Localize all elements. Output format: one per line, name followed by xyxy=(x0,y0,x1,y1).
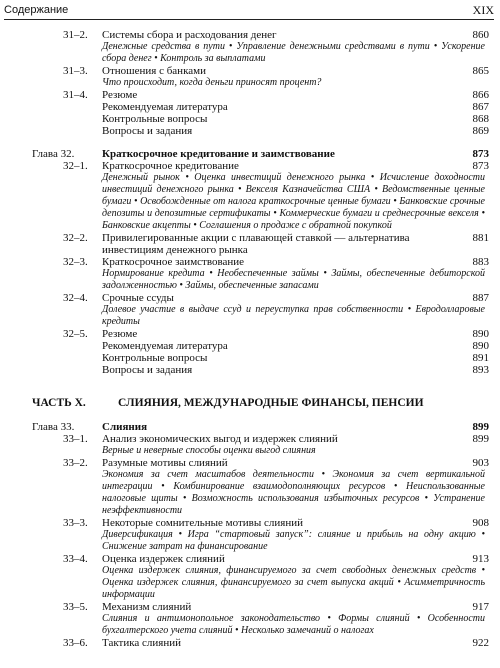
running-header xyxy=(4,3,494,20)
page-number: 899 xyxy=(472,421,489,433)
toc-entry xyxy=(0,601,500,613)
page-number: 890 xyxy=(472,340,489,352)
spacer xyxy=(0,376,500,394)
toc-entry xyxy=(0,340,500,352)
toc-entry xyxy=(0,352,500,364)
section-topics: Нормирование кредита • Необеспеченные займы • Займы, обеспеченные дебиторской задолженностью • Займы, обеспеченные запасами xyxy=(102,268,485,291)
toc-entry xyxy=(0,113,500,125)
section-number: 33–1. xyxy=(63,433,88,445)
toc-entry xyxy=(0,517,500,529)
header-section-title: Содержание xyxy=(4,4,69,16)
header-page-number: XIX xyxy=(472,3,494,17)
chapter-title: Слияния xyxy=(102,421,148,433)
spacer xyxy=(0,137,500,145)
section-number: 32–1. xyxy=(63,160,88,172)
toc-entry xyxy=(0,637,500,649)
spacer xyxy=(0,410,500,418)
page-number: 883 xyxy=(472,256,489,268)
page-number: 922 xyxy=(472,637,489,649)
toc-chapter xyxy=(0,148,500,160)
page-number: 917 xyxy=(472,601,489,613)
section-number: 32–4. xyxy=(63,292,88,304)
chapter-number: Глава 33. xyxy=(32,421,75,433)
toc-entry xyxy=(0,125,500,137)
section-title: Краткосрочное заимствование xyxy=(102,256,245,268)
page-number: 865 xyxy=(472,65,489,77)
section-topics: Верные и неверные способы оценки выгод слияния xyxy=(102,445,316,456)
section-title: Вопросы и задания xyxy=(102,364,193,376)
section-topics: Денежный рынок • Оценка инвестиций денежного рынка • Исчисление доходности инвестиций денежного рынка • Векселя Казначейства США • Ведомственные ценные бумаги • Освобожденные от налога краткосрочные ценные бумаги • Банковские срочные депозиты и депозитные сертификаты • Коммерческие бумаги и среднесрочные векселя • Банковские акцепты • Соглашения о продаже с обратной покупкой xyxy=(102,172,485,231)
chapter-number: Глава 32. xyxy=(32,148,75,160)
section-title: Контрольные вопросы xyxy=(102,113,208,125)
section-title: Отношения с банками xyxy=(102,65,206,77)
section-number: 33–3. xyxy=(63,517,88,529)
toc-entry xyxy=(0,160,500,172)
section-number: 32–2. xyxy=(63,232,88,244)
toc-part xyxy=(0,397,500,410)
section-title: Анализ экономических выгод и издержек слияний xyxy=(102,433,338,445)
section-topics: Слияния и антимонопольное законодательство • Формы слияний • Особенности бухгалтерского учета слияний • Несколько замечаний о налогах xyxy=(102,613,485,636)
section-number: 33–6. xyxy=(63,637,88,649)
toc-entry xyxy=(0,232,500,256)
section-number: 31–3. xyxy=(63,65,88,77)
page-number: 899 xyxy=(472,433,489,445)
page-number: 881 xyxy=(472,232,489,244)
section-number: 33–2. xyxy=(63,457,88,469)
section-title: Некоторые сомнительные мотивы слияний xyxy=(102,517,303,529)
toc-entry xyxy=(0,29,500,41)
part-number: ЧАСТЬ X. xyxy=(32,397,86,409)
toc-chapter xyxy=(0,421,500,433)
section-title: Тактика слияний xyxy=(102,637,182,649)
table-of-contents xyxy=(0,29,500,649)
page-number: 891 xyxy=(472,352,489,364)
section-title: Срочные ссуды xyxy=(102,292,174,304)
page-number: 887 xyxy=(472,292,489,304)
section-number: 31–4. xyxy=(63,89,88,101)
toc-entry xyxy=(0,65,500,77)
page-number: 869 xyxy=(472,125,489,137)
toc-entry xyxy=(0,457,500,469)
section-topics: Что происходит, когда деньги приносят процент? xyxy=(102,77,322,88)
section-title: Оценка издержек слияний xyxy=(102,553,225,565)
section-title: Механизм слияний xyxy=(102,601,192,613)
section-topics: Оценка издержек слияния, финансируемого за счет свободных денежных средств • Оценка издержек слияния, финансируемого за счет выпуска акций • Асимметричность информации xyxy=(102,565,485,600)
chapter-title: Краткосрочное кредитование и заимствование xyxy=(102,148,335,160)
page-number: 860 xyxy=(472,29,489,41)
section-number: 31–2. xyxy=(63,29,88,41)
page-number: 873 xyxy=(472,160,489,172)
section-title: Резюме xyxy=(102,89,138,101)
section-number: 32–3. xyxy=(63,256,88,268)
page-number: 893 xyxy=(472,364,489,376)
toc-entry xyxy=(0,328,500,340)
section-topics: Денежные средства в пути • Управление денежными средствами в пути • Ускорение сбора денег • Контроль за выплатами xyxy=(102,41,485,64)
section-title: Краткосрочное кредитование xyxy=(102,160,239,172)
toc-entry xyxy=(0,256,500,268)
part-title: СЛИЯНИЯ, МЕЖДУНАРОДНЫЕ ФИНАНСЫ, ПЕНСИИ xyxy=(118,397,424,409)
section-topics: Долевое участие в выдаче ссуд и переуступка прав собственности • Евродолларовые кредиты xyxy=(102,304,485,327)
section-title: Привилегированные акции с плавающей ставкой — альтернатива инвестициям денежного рынка xyxy=(102,232,410,256)
section-title: Системы сбора и расходования денег xyxy=(102,29,277,41)
page-number: 903 xyxy=(472,457,489,469)
page-number: 890 xyxy=(472,328,489,340)
section-title: Разумные мотивы слияний xyxy=(102,457,228,469)
section-number: 33–5. xyxy=(63,601,88,613)
section-title: Рекомендуемая литература xyxy=(102,101,228,113)
section-title: Резюме xyxy=(102,328,138,340)
section-title: Вопросы и задания xyxy=(102,125,193,137)
page-number: 913 xyxy=(472,553,489,565)
section-number: 33–4. xyxy=(63,553,88,565)
section-topics: Экономия за счет масштабов деятельности • Экономия за счет вертикальной интеграции • Комбинирование взаимодополняющих ресурсов • Неиспользованные налоговые щиты • Возможность использования избыточных ресурсов • Устранение неэффективности xyxy=(102,469,485,516)
page-number: 873 xyxy=(472,148,489,160)
toc-entry xyxy=(0,292,500,304)
toc-entry xyxy=(0,433,500,445)
page-number: 867 xyxy=(472,101,489,113)
section-number: 32–5. xyxy=(63,328,88,340)
page-number: 908 xyxy=(472,517,489,529)
section-title: Рекомендуемая литература xyxy=(102,340,228,352)
section-topics: Диверсификация • Игра “стартовый запуск”: слияние и прибыль на одну акцию • Снижение затрат на финансирование xyxy=(102,529,485,552)
toc-entry xyxy=(0,553,500,565)
toc-entry xyxy=(0,101,500,113)
section-title: Контрольные вопросы xyxy=(102,352,208,364)
page-number: 866 xyxy=(472,89,489,101)
toc-entry xyxy=(0,364,500,376)
page-number: 868 xyxy=(472,113,489,125)
toc-entry xyxy=(0,89,500,101)
